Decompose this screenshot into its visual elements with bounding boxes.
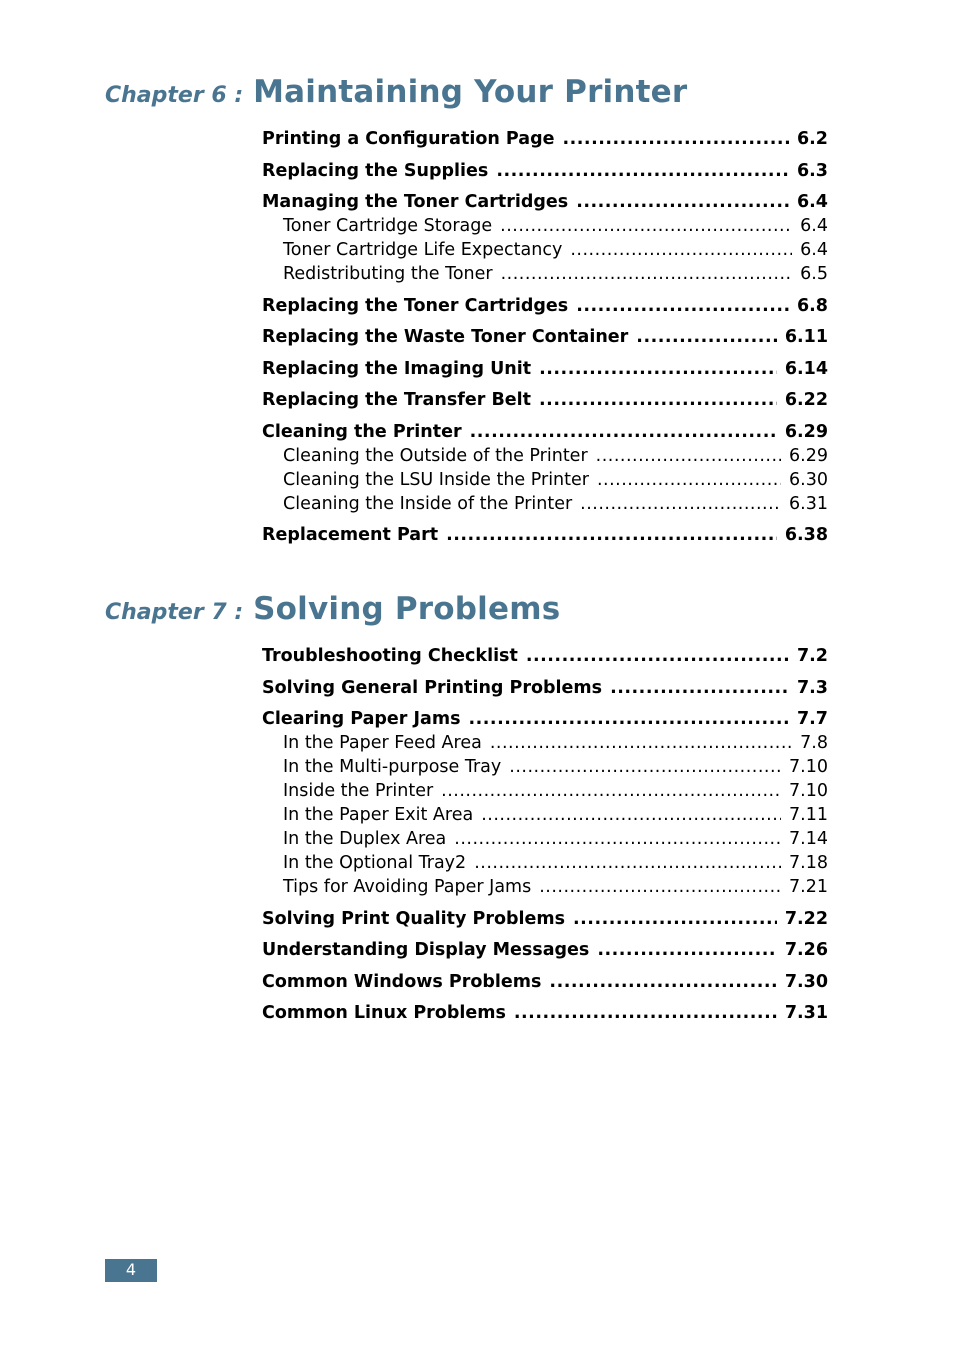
toc-entry[interactable] bbox=[262, 357, 828, 381]
dot-leader bbox=[539, 357, 777, 381]
toc-entry-title: Toner Cartridge Storage bbox=[283, 216, 493, 236]
toc-page-number: 6.38 bbox=[784, 525, 828, 545]
chapter-label: Chapter 6 : bbox=[105, 83, 244, 108]
toc-page-number: 6.4 bbox=[800, 216, 828, 236]
toc-page-number: 7.10 bbox=[789, 757, 828, 777]
toc-subentry[interactable] bbox=[262, 731, 828, 755]
toc-entry[interactable] bbox=[262, 676, 828, 700]
toc-entry[interactable] bbox=[262, 159, 828, 183]
toc-page-number: 6.14 bbox=[784, 358, 828, 379]
toc-page-number: 6.11 bbox=[784, 327, 828, 347]
toc-page-number: 7.11 bbox=[789, 805, 828, 825]
dot-leader bbox=[597, 938, 776, 962]
toc-entry[interactable] bbox=[262, 1001, 828, 1025]
toc-page-number: 6.30 bbox=[789, 469, 828, 490]
toc-subentry[interactable] bbox=[262, 468, 828, 492]
chapter-7-toc bbox=[262, 644, 828, 1025]
dot-leader bbox=[576, 190, 789, 214]
chapter-6-toc bbox=[262, 127, 828, 547]
toc-page-number: 6.3 bbox=[796, 160, 828, 181]
toc-page-number: 7.18 bbox=[789, 853, 828, 873]
toc-entry-title: Common Windows Problems bbox=[262, 971, 542, 992]
toc-entry-title: Tips for Avoiding Paper Jams bbox=[283, 877, 532, 897]
toc-subentry[interactable] bbox=[262, 851, 828, 875]
chapter-title: Solving Problems bbox=[253, 591, 561, 627]
toc-entry-title: Cleaning the Outside of the Printer bbox=[283, 445, 588, 466]
toc-entry[interactable] bbox=[262, 970, 828, 994]
toc-page-number: 7.8 bbox=[800, 733, 828, 753]
toc-entry[interactable] bbox=[262, 907, 828, 931]
dot-leader bbox=[573, 907, 777, 931]
toc-entry-title: Solving General Printing Problems bbox=[262, 677, 603, 698]
toc-entry[interactable] bbox=[262, 127, 828, 151]
dot-leader bbox=[454, 827, 781, 851]
toc-entry-title: Clearing Paper Jams bbox=[262, 709, 461, 729]
toc-page-number: 6.8 bbox=[796, 295, 828, 316]
dot-leader bbox=[597, 468, 781, 492]
toc-entry-title: Understanding Display Messages bbox=[262, 940, 590, 960]
dot-leader bbox=[446, 523, 777, 547]
toc-page-number: 6.29 bbox=[789, 445, 828, 466]
dot-leader bbox=[470, 420, 777, 444]
toc-entry[interactable] bbox=[262, 190, 828, 214]
toc-entry-title: Troubleshooting Checklist bbox=[262, 646, 518, 666]
toc-subentry[interactable] bbox=[262, 238, 828, 262]
page-number-badge: 4 bbox=[105, 1259, 157, 1282]
toc-page-number: 7.31 bbox=[784, 1003, 828, 1023]
dot-leader bbox=[562, 127, 789, 151]
toc-page-number: 6.4 bbox=[796, 192, 828, 212]
dot-leader bbox=[496, 159, 789, 183]
toc-page-number: 7.21 bbox=[789, 877, 828, 897]
toc-subentry[interactable] bbox=[262, 803, 828, 827]
toc-entry[interactable] bbox=[262, 388, 828, 412]
toc-entry[interactable] bbox=[262, 325, 828, 349]
dot-leader bbox=[539, 875, 781, 899]
toc-entry[interactable] bbox=[262, 707, 828, 731]
toc-entry-title: Replacing the Imaging Unit bbox=[262, 358, 532, 379]
toc-page-number: 7.26 bbox=[784, 940, 828, 960]
toc-entry[interactable] bbox=[262, 523, 828, 547]
toc-entry-title: In the Duplex Area bbox=[283, 829, 447, 849]
chapter-title: Maintaining Your Printer bbox=[253, 74, 688, 110]
toc-entry-title: Replacing the Waste Toner Container bbox=[262, 327, 629, 347]
toc-page-number: 7.14 bbox=[789, 829, 828, 849]
toc-entry-title: Managing the Toner Cartridges bbox=[262, 192, 569, 212]
toc-entry-title: Solving Print Quality Problems bbox=[262, 908, 566, 929]
toc-entry-title: Printing a Configuration Page bbox=[262, 129, 555, 149]
toc-page-number: 7.22 bbox=[784, 908, 828, 929]
toc-page-number: 6.4 bbox=[800, 240, 828, 260]
dot-leader bbox=[501, 262, 793, 286]
toc-page-number: 7.3 bbox=[796, 677, 828, 698]
toc-entry-title: Replacing the Supplies bbox=[262, 160, 489, 181]
chapter-label: Chapter 7 : bbox=[105, 600, 244, 625]
toc-entry-title: Redistributing the Toner bbox=[283, 264, 493, 284]
dot-leader bbox=[490, 731, 792, 755]
dot-leader bbox=[474, 851, 781, 875]
toc-entry-title: In the Paper Exit Area bbox=[283, 805, 474, 825]
toc-entry-title: Replacement Part bbox=[262, 525, 439, 545]
toc-page-number: 6.29 bbox=[784, 421, 828, 442]
toc-subentry[interactable] bbox=[262, 214, 828, 238]
toc-subentry[interactable] bbox=[262, 755, 828, 779]
dot-leader bbox=[481, 803, 781, 827]
toc-page-number: 6.2 bbox=[796, 129, 828, 149]
toc-page-number: 6.22 bbox=[784, 390, 828, 410]
toc-entry[interactable] bbox=[262, 644, 828, 668]
toc-entry-title: Cleaning the Printer bbox=[262, 421, 462, 442]
toc-entry-title: Common Linux Problems bbox=[262, 1003, 506, 1023]
dot-leader bbox=[570, 238, 792, 262]
toc-entry-title: In the Paper Feed Area bbox=[283, 733, 482, 753]
dot-leader bbox=[596, 444, 781, 468]
dot-leader bbox=[610, 676, 789, 700]
toc-subentry[interactable] bbox=[262, 779, 828, 803]
toc-entry-title: Inside the Printer bbox=[283, 781, 434, 801]
toc-entry-title: In the Optional Tray2 bbox=[283, 853, 467, 873]
toc-subentry[interactable] bbox=[262, 444, 828, 468]
toc-entry[interactable] bbox=[262, 938, 828, 962]
toc-page-number: 7.10 bbox=[789, 781, 828, 801]
dot-leader bbox=[526, 644, 789, 668]
dot-leader bbox=[576, 294, 789, 318]
dot-leader bbox=[636, 325, 777, 349]
dot-leader bbox=[514, 1001, 777, 1025]
dot-leader bbox=[500, 214, 792, 238]
toc-entry[interactable] bbox=[262, 294, 828, 318]
toc-entry-title: Cleaning the LSU Inside the Printer bbox=[283, 469, 589, 490]
toc-page-number: 7.7 bbox=[796, 709, 828, 729]
toc-entry-title: Cleaning the Inside of the Printer bbox=[283, 493, 573, 514]
toc-page-number: 6.5 bbox=[800, 264, 828, 284]
chapter-7-heading bbox=[105, 591, 845, 627]
dot-leader bbox=[580, 492, 781, 516]
toc-page-number: 7.30 bbox=[784, 971, 828, 992]
toc-entry-title: In the Multi-purpose Tray bbox=[283, 757, 502, 777]
toc-subentry[interactable] bbox=[262, 492, 828, 516]
toc-entry-title: Toner Cartridge Life Expectancy bbox=[283, 240, 563, 260]
dot-leader bbox=[549, 970, 776, 994]
toc-page-number: 7.2 bbox=[796, 646, 828, 666]
dot-leader bbox=[441, 779, 781, 803]
toc-subentry[interactable] bbox=[262, 875, 828, 899]
toc-entry[interactable] bbox=[262, 420, 828, 444]
toc-page-number: 6.31 bbox=[789, 493, 828, 514]
toc-entry-title: Replacing the Transfer Belt bbox=[262, 390, 532, 410]
dot-leader bbox=[539, 388, 777, 412]
toc-entry-title: Replacing the Toner Cartridges bbox=[262, 295, 569, 316]
toc-subentry[interactable] bbox=[262, 827, 828, 851]
dot-leader bbox=[468, 707, 789, 731]
dot-leader bbox=[509, 755, 781, 779]
toc-subentry[interactable] bbox=[262, 262, 828, 286]
chapter-6-heading bbox=[105, 74, 845, 110]
